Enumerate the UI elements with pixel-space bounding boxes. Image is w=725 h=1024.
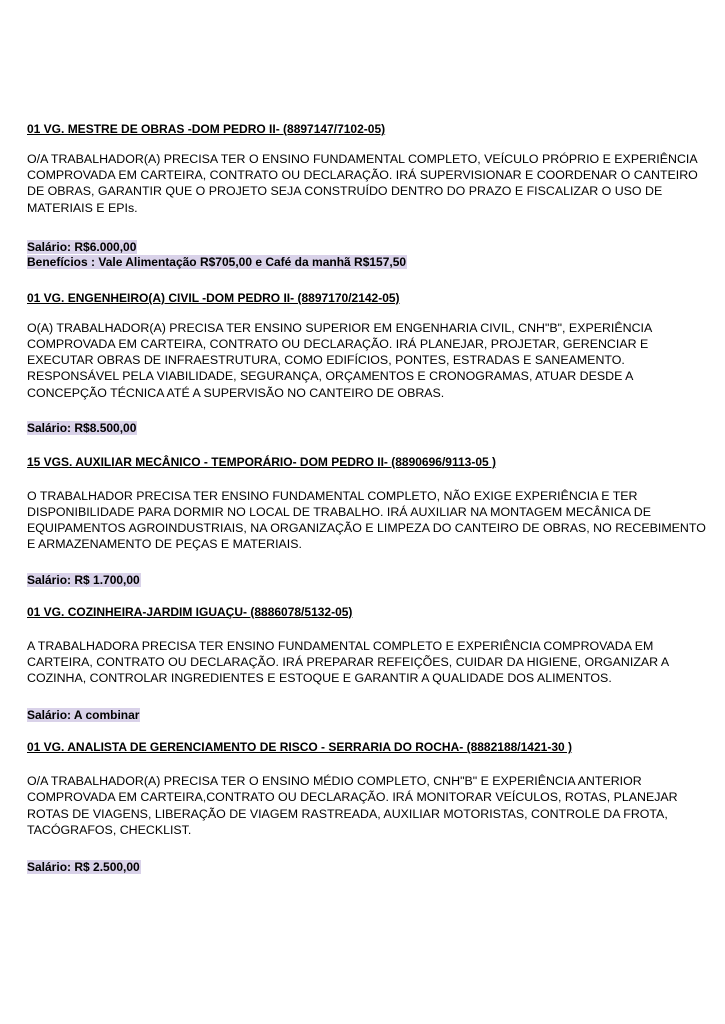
job-title: 01 VG. MESTRE DE OBRAS -DOM PEDRO II- (8897147/7102-05) — [27, 122, 386, 136]
salary-block — [27, 858, 707, 873]
job-listing-engenheiro-civil — [27, 290, 707, 434]
salary-block — [27, 419, 707, 434]
job-listing-cozinheira — [27, 604, 707, 722]
salary-text: Salário: A combinar — [27, 708, 140, 723]
salary-text: Salário: R$6.000,00 — [27, 239, 137, 254]
job-description: A TRABALHADORA PRECISA TER ENSINO FUNDAMENTAL COMPLETO E EXPERIÊNCIA COMPROVADA EM CARTEIRA, CONTRATO OU DECLARAÇÃO. IRÁ PREPARAR REFEIÇÕES, CUIDAR DA HIGIENE, ORGANIZAR A COZINHA, CONTROLAR INGREDIENTES E ESTOQUE E GARANTIR A QUALIDADE DOS ALIMENTOS. — [27, 638, 669, 686]
job-title: 01 VG. ENGENHEIRO(A) CIVIL -DOM PEDRO II- (8897170/2142-05) — [27, 290, 400, 305]
job-listing-analista-gerenciamento-risco — [27, 739, 707, 873]
salary-text: Salário: R$ 2.500,00 — [27, 860, 140, 875]
job-description: O(A) TRABALHADOR(A) PRECISA TER ENSINO SUPERIOR EM ENGENHARIA CIVIL, CNH"B", EXPERIÊNCIA COMPROVADA EM CARTEIRA, CONTRATO OU DECLARAÇÃO. IRÁ PLANEJAR, PROJETAR, GERENCIAR E EXECUTAR OBRAS DE INFRAESTRUTURA, COMO EDIFÍCIOS, PONTES, ESTRADAS E SANEAMENTO. RESPONSÁVEL PELA VIABILIDADE, SEGURANÇA, ORÇAMENTOS E CRONOGRAMAS, ATUAR DESDE A CONCEPÇÃO TÉCNICA ATÉ A SUPERVISÃO NO CANTEIRO DE OBRAS. — [27, 320, 652, 400]
job-description: O/A TRABALHADOR(A) PRECISA TER O ENSINO MÉDIO COMPLETO, CNH"B" E EXPERIÊNCIA ANTERIOR COMPROVADA EM CARTEIRA,CONTRATO OU DECLARAÇÃO. IRÁ MONITORAR VEÍCULOS, ROTAS, PLANEJAR ROTAS DE VIAGENS, LIBERAÇÃO DE VIAGEM RASTREADA, AUXILIAR MOTORISTAS, CONTROLE DA FROTA, TACÓGRAFOS, CHECKLIST. — [27, 774, 678, 837]
job-listings-page — [27, 121, 707, 893]
job-title: 01 VG. ANALISTA DE GERENCIAMENTO DE RISCO - SERRARIA DO ROCHA- (8882188/1421-30 ) — [27, 740, 573, 755]
salary-block — [27, 706, 707, 721]
salary-text: Salário: R$ 1.700,00 — [27, 572, 140, 587]
job-description: O/A TRABALHADOR(A) PRECISA TER O ENSINO FUNDAMENTAL COMPLETO, VEÍCULO PRÓPRIO E EXPERIÊNCIA COMPROVADA EM CARTEIRA, CONTRATO OU DECLARAÇÃO. IRÁ SUPERVISIONAR E COORDENAR O CANTEIRO DE OBRAS, GARANTIR QUE O PROJETO SEJA CONSTRUÍDO DENTRO DO PRAZO E FISCALIZAR O USO DE MATERIAIS E EPIs. — [27, 152, 698, 215]
benefits-text: Benefícios : Vale Alimentação R$705,00 e Café da manhã R$157,50 — [27, 254, 407, 269]
job-title: 01 VG. COZINHEIRA-JARDIM IGUAÇU- (8886078/5132-05) — [27, 604, 353, 619]
salary-block — [27, 238, 707, 268]
job-description: O TRABALHADOR PRECISA TER ENSINO FUNDAMENTAL COMPLETO, NÃO EXIGE EXPERIÊNCIA E TER DISPONIBILIDADE PARA DORMIR NO LOCAL DE TRABALHO. IRÁ AUXILIAR NA MONTAGEM MECÂNICA DE EQUIPAMENTOS AGROINDUSTRIAIS, NA ORGANIZAÇÃO E LIMPEZA DO CANTEIRO DE OBRAS, NO RECEBIMENTO E ARMAZENAMENTO DE PEÇAS E MATERIAIS. — [27, 488, 706, 552]
job-title: 15 VGS. AUXILIAR MECÂNICO - TEMPORÁRIO- DOM PEDRO II- (8890696/9113-05 ) — [27, 454, 496, 469]
job-listing-auxiliar-mecanico — [27, 454, 707, 586]
salary-text: Salário: R$8.500,00 — [27, 420, 137, 435]
salary-block — [27, 571, 707, 586]
job-listing-mestre-de-obras — [27, 121, 707, 268]
